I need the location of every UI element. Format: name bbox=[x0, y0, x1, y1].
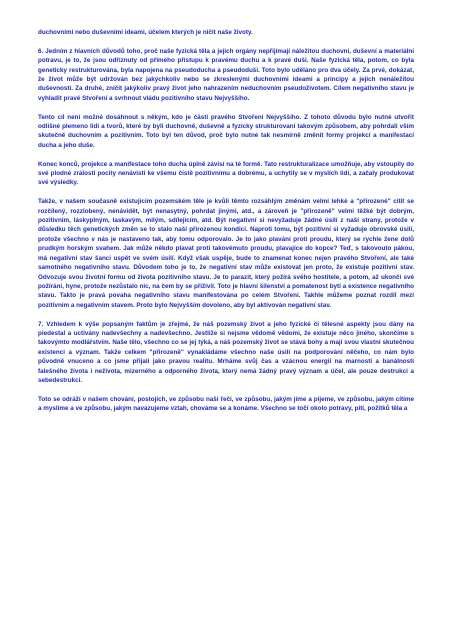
paragraph-point-6: 6. Jedním z hlavních důvodů toho, proč naše fyzická těla a jejich orgány nepřijímají náležitou duchovní, duševní a materiální potravu, je to, že jsou odříznuty od přímého přístupu k pravému duchu a k pravé duši. Naše fyzická těla, potom, co byla geneticky restrukturována, byla napojena na pseudoducha a pseudoduši. Toto bylo uděláno pro dva účely. Za prvé, dokázat, že život může být udržován bez jakýchkoliv nebo se zkreslenými duchovními ideami a principy a jejich nenáležitou duševností. Za druhé, zničit jakýkoliv pravý život jeho nahrazením neduchovním pseudoživotem. Cílem negativního stavu je vyhladit pravé Stvoření a svrhnout vládu pozitivního stavu Nejvyššího. bbox=[38, 47, 414, 102]
paragraph-continuation: duchovními nebo duševními ideami, účelem kterých je ničit naše životy. bbox=[38, 29, 253, 36]
paragraph-goal: Tento cíl není možné dosáhnout s někým, kdo je částí pravého Stvoření Nejvyššího. Z tohoto důvodu bylo nutné utvořit odlišné plemeno lidí a tvorů, které by byli duchovně, duševně a fyzicky strukturovaní takovým způsobem, aby pohrdali vším skutečně duchovním a pozitivním. Toto byl ten důvod, proč bylo nutné tak nesmírně změnit formy projekcí a manifestací ducha a jeho duše. bbox=[38, 113, 414, 149]
paragraph-behavior: Toto se odráží v našem chování, postojích, ve způsobu naší řeči, ve způsobu, jakým jíme a pijeme, ve způsobu, jakým cítíme a myslíme a ve způsobu, jakým navazujeme vztah, chováme se a konáme. Všechno se točí okolo potravy, pití, požitků těla a bbox=[38, 395, 414, 413]
paragraph-earthly-body: Takže, v našem současně existujícím pozemském těle je kvůli těmto rozsáhlým změnám velmi lehké a "přirozené" cítit se rozčílený, rozzlobený, nenávidět, být nenasytný, pohrdat jinými, atd., a zároveň je "přirozeně" velmi těžké být dobrým, pozitivním, láskyplným, laskavým, milým, sdílejícím, atd. Být negativní si nevyžaduje žádné úsilí z naší strany, protože v důsledku těch genetických změn se to stalo naší přirozenou kondicí. Naproti tomu, být pozitivní si vyžaduje obrovské úsilí, protože všechno v nás je nastaveno tak, aby tomu odporovalo. Je to jako plavání proti proudu, který se rychle žene dolů prudkým horským svahem. Jak může někdo plavat proti takovémuto proudu, plavajíce do kopce? Teď, s takovouto pákou, má negativní stav šanci uspět ve svém úsilí. Když však uspěje, bude to znamenat konec nejen pravého Stvoření, ale také samotného negativního stavu. Důvodem toho je to, že negativní stav může existovat jen proto, že existuje pozitivní stav. Odvozuje svou životní formu od života pozitivního stavu. Je to parazit, který požírá svého hostitele, a potom, až ukončí své požírání, hyne, protože nezůstalo nic, na čem by se přiživil. Toto je hlavní šílenství a pomatenost bytí a existence negativního stavu. Takto je pravá povaha negativního stavu manifestována po celém Stvoření. Takhle můžeme poznat rozdíl mezi pozitivním a negativním stavem. Proto bylo Nejvyšším dovoleno, aby byl aktivován negativní stav. bbox=[38, 198, 414, 309]
paragraph-restructuring: Konec konců, projekce a manifestace toho ducha úplně závisí na té formě. Tato restrukturalizace umožňuje, aby vstoupily do své plodné zrálosti pocity nenávisti ke všemu čistě pozitivnímu a dobrému, a uchytily se v myslích lidí, a začaly produkovat své výsledky. bbox=[38, 160, 414, 187]
paragraph-point-7: 7. Vzhledem k výše popsaným faktům je zřejmé, že náš pozemský život a jeho fyzické či tělesné aspekty jsou dány na piedestal a uctívány nadevšechny a nadevšechno. Jestliže si nejsme vědomě vědomi, že existuje něco jiného, skončíme s takovýmto modlářstvím. Naše tělo, všechno co se jej týká, a náš pozemský život se stává bohy a mají svou vlastní skutečnou existenci a význam. Takže celkem "přirozeně" vynakládáme všechno naše úsilí na podporování něčeho, co nám bylo původně vnuceno a co jsme přijali jako pravou realitu. Mrháme svůj čas a vzácnou energii na marnosti a banálnosti falešného života i neživota, mizerného a odporného života, který nemá žádný pravý význam a účel, ale pouze destrukci a sebedestrukci. bbox=[38, 320, 414, 384]
